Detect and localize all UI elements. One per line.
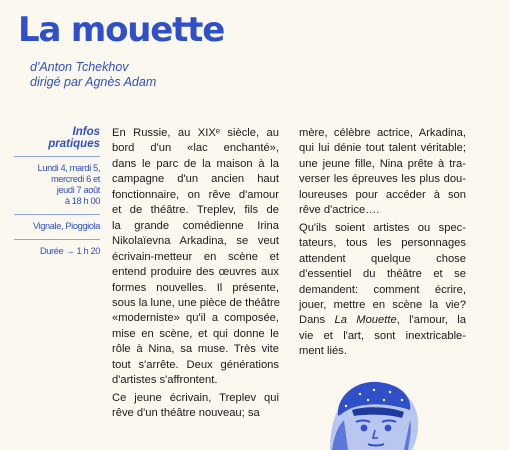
text-line: «moderniste» qu'il a composée, bbox=[112, 312, 279, 325]
text-line: dans le parc de la maison à la bbox=[112, 157, 279, 170]
text-line: d'essentiel du théâtre et se bbox=[299, 268, 466, 281]
infos-heading-line-1: Infos bbox=[72, 126, 100, 138]
text-line: sous la lune, une pièce de théâtre bbox=[112, 296, 280, 309]
text-line: En Russie, au XIXᵉ siècle, au bbox=[112, 127, 279, 139]
director-credit: dirigé par Agnès Adam bbox=[30, 75, 157, 89]
text-line: ment liés. bbox=[299, 345, 347, 358]
text-line: tateurs, tous les personnages bbox=[299, 237, 466, 250]
text-line: bord d'un «lac enchanté», bbox=[112, 142, 279, 155]
body-column-2 bbox=[299, 126, 466, 362]
text-line: Qu'ils soient artistes ou spec- bbox=[299, 221, 466, 234]
text-line: Ce jeune écrivain, Treplev qui bbox=[112, 391, 279, 404]
infos-heading-line-2: pratiques bbox=[48, 138, 100, 150]
text-line: écrivain-metteur en scène et bbox=[112, 250, 279, 263]
text-line: rêve d'actrice…. bbox=[299, 204, 380, 217]
page-title: La mouette bbox=[18, 10, 225, 50]
infos-sidebar bbox=[14, 126, 100, 264]
body-paragraph bbox=[112, 391, 279, 422]
text-line: la grande comédienne Irina bbox=[112, 219, 279, 232]
body-paragraph bbox=[112, 126, 279, 389]
venue: Vignale, Pioggiola bbox=[14, 215, 100, 240]
body-column-1 bbox=[112, 126, 279, 424]
text-line: vie et l'art, sont inextricable- bbox=[299, 329, 466, 342]
text-line: mère, célèbre actrice, Arkadina, bbox=[299, 127, 466, 139]
text-line: demandent: comment écrire, bbox=[299, 283, 466, 296]
text-line: verser les épreuves les plus dou- bbox=[299, 173, 466, 186]
text-line: qui lui dénie tout talent véritable; bbox=[299, 142, 466, 155]
author-credit: d'Anton Tchekhov bbox=[30, 60, 129, 74]
text-line: mise en scène, et qui donne le bbox=[112, 327, 279, 340]
infos-heading bbox=[14, 126, 100, 157]
duration: Durée → 1 h 20 bbox=[39, 246, 100, 256]
date-line: mercredi 6 et bbox=[50, 174, 100, 184]
text-line: d'artistes s'affrontent. bbox=[112, 374, 218, 387]
text-line: fonctionnaire, on rêve d'amour bbox=[112, 188, 279, 201]
text-line: entend produire des œuvres aux bbox=[112, 266, 279, 279]
text-line: rêve d'un théâtre nouveau; sa bbox=[112, 407, 260, 420]
date-line: Lundi 4, mardi 5, bbox=[37, 163, 100, 173]
text-line: Dans La Mouette, l'amour, la bbox=[299, 314, 467, 327]
text-line: jouer, mettre en scène la vie? bbox=[299, 298, 466, 311]
credits bbox=[30, 60, 156, 90]
text-line: loureuses pour accéder à son bbox=[299, 188, 466, 201]
date-line: jeudi 7 août bbox=[56, 185, 100, 195]
text-line: une jeune fille, Nina prête à tra- bbox=[299, 157, 466, 170]
portrait-illustration bbox=[312, 376, 432, 450]
text-line: tout s'arrête. Deux générations bbox=[112, 358, 279, 371]
body-paragraph bbox=[299, 126, 466, 219]
text-line: et de théâtre. Treplev, fils de bbox=[112, 204, 279, 217]
date-line: à 18 h 00 bbox=[64, 196, 100, 206]
performance-dates bbox=[14, 157, 100, 215]
body-paragraph bbox=[299, 221, 466, 360]
text-line: attendent quelque chose bbox=[299, 252, 466, 265]
text-line: Nikolaïevna Arkadina, se veut bbox=[112, 235, 279, 248]
text-line: campagne d'un ancien haut bbox=[112, 173, 279, 186]
text-line: rôle à Nina, sa muse. Très vite bbox=[112, 343, 279, 356]
text-line: formes nouvelles. Il présente, bbox=[112, 281, 279, 294]
